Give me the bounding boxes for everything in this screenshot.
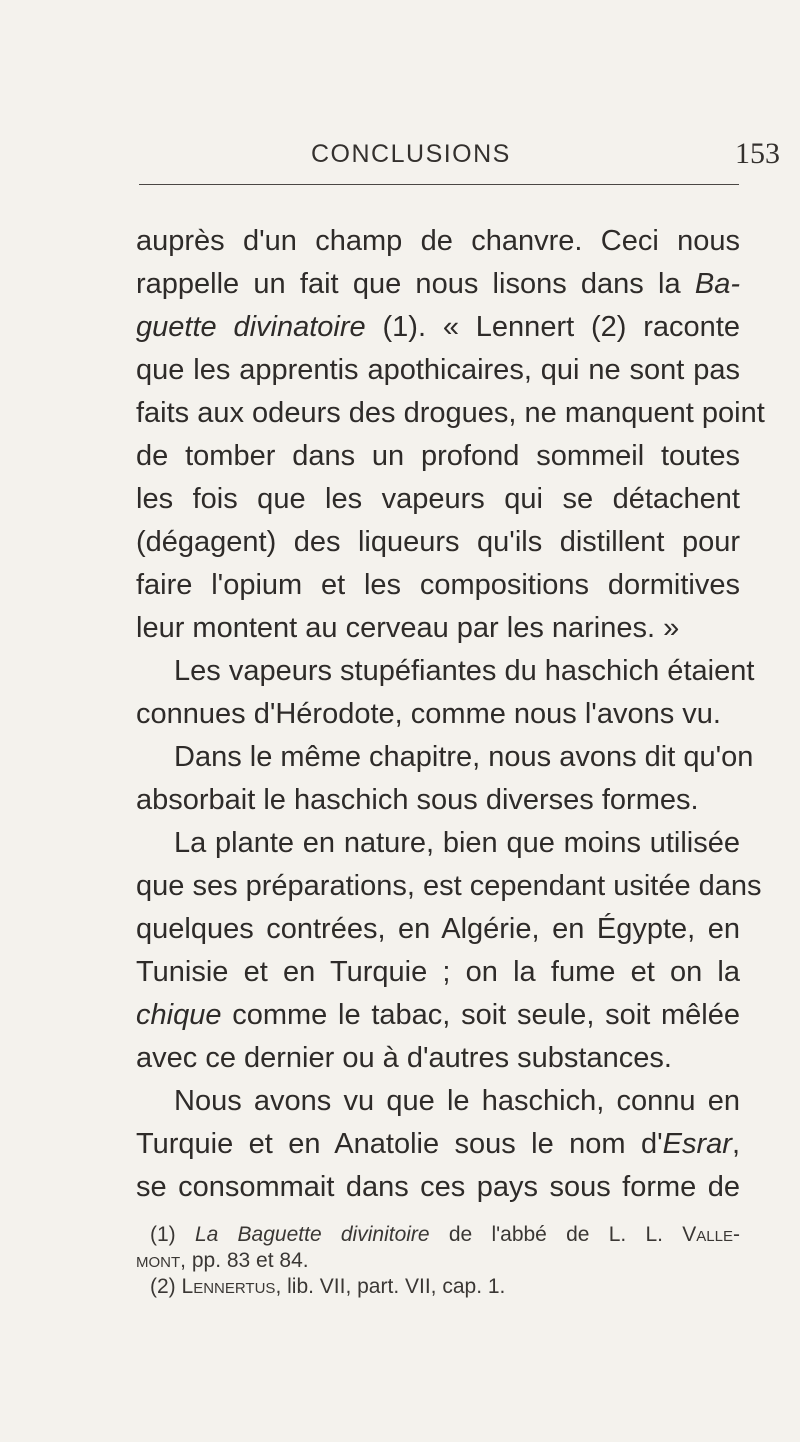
footnote-1: (1) La Baguette divinitoire de l'abbé de L. L. Valle- (150, 1223, 740, 1246)
text-line: rappelle un fait que nous lisons dans la Ba- (136, 268, 740, 300)
text-line: que les apprentis apothicaires, qui ne sont pas (136, 354, 740, 386)
text-line: Dans le même chapitre, nous avons dit qu'on (174, 741, 754, 773)
text-line: (dégagent) des liqueurs qu'ils distillent pour (136, 526, 740, 558)
italic-word: chique (136, 999, 222, 1031)
text-line: chique comme le tabac, soit seule, soit mêlée (136, 999, 740, 1031)
text-line: de tomber dans un profond sommeil toutes (136, 440, 740, 472)
running-title: CONCLUSIONS (311, 140, 511, 168)
text-line: avec ce dernier ou à d'autres substances. (136, 1042, 672, 1074)
page-number: 153 (735, 137, 780, 170)
text-line: quelques contrées, en Algérie, en Égypte, en (136, 913, 740, 945)
footnote-1-continued: mont, pp. 83 et 84. (136, 1249, 309, 1272)
text-line: faire l'opium et les compositions dormitives (136, 569, 740, 601)
text-line: auprès d'un champ de chanvre. Ceci nous (136, 225, 740, 257)
text-line: que ses préparations, est cependant usitée dans (136, 870, 762, 902)
text-line: La plante en nature, bien que moins utilisée (174, 827, 740, 859)
header-rule (139, 184, 739, 185)
page-header (0, 138, 800, 178)
text-line: connues d'Hérodote, comme nous l'avons vu. (136, 698, 721, 730)
footnote-2: (2) Lennertus, lib. VII, part. VII, cap. 1. (150, 1275, 506, 1298)
text-line: se consommait dans ces pays sous forme de (136, 1171, 740, 1203)
italic-title: guette divinatoire (136, 311, 366, 343)
text-line: Turquie et en Anatolie sous le nom d'Esrar, (136, 1128, 740, 1160)
text-line: guette divinatoire (1). « Lennert (2) raconte (136, 311, 740, 343)
text-line: faits aux odeurs des drogues, ne manquent point (136, 397, 765, 429)
text-line: Nous avons vu que le haschich, connu en (174, 1085, 740, 1117)
text-line: Tunisie et en Turquie ; on la fume et on la (136, 956, 740, 988)
italic-word: Esrar (662, 1128, 732, 1160)
text-line: leur montent au cerveau par les narines. » (136, 612, 680, 644)
text-line: absorbait le haschich sous diverses formes. (136, 784, 699, 816)
italic-title: Ba- (694, 268, 740, 300)
text-line: les fois que les vapeurs qui se détachent (136, 483, 740, 515)
text-line: Les vapeurs stupéfiantes du haschich étaient (174, 655, 755, 687)
